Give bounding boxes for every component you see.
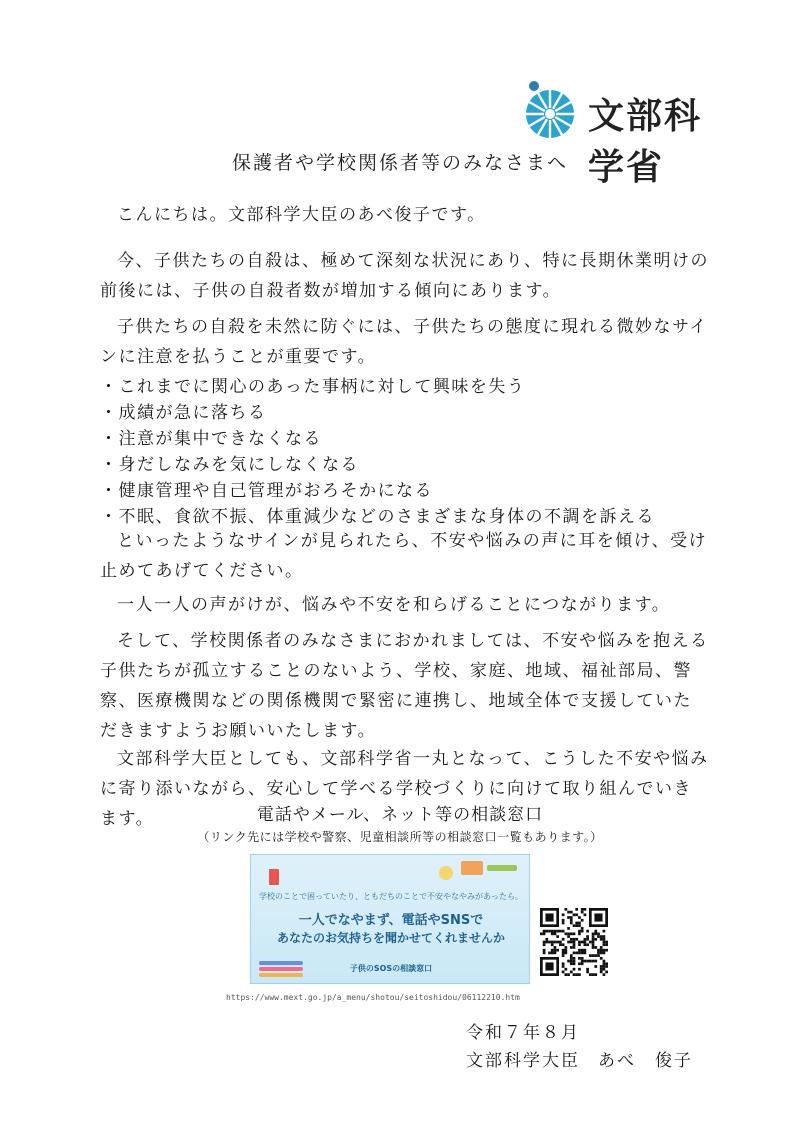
qr-code-icon[interactable] [540, 908, 608, 976]
list-item: ・これまでに関心のあった事柄に対して興味を失う [100, 377, 526, 397]
paragraph-suicide-trend: 今、子供たちの自殺は、極めて深刻な状況にあり、特に長期休業明けの前後には、子供の自殺者数が増加する傾向にあります。 [100, 251, 709, 301]
signature [466, 1046, 711, 1071]
ministry-name: 文部科学省 [588, 96, 703, 188]
list-item: ・身だしなみを気にしなくなる [100, 455, 359, 475]
paragraph-warning-signs: 子供たちの自殺を未然に防ぐには、子供たちの態度に現れる微妙なサインに注意を払うことが重要です。 [100, 317, 708, 367]
paragraph-cooperation: そして、学校関係者のみなさまにおかれましては、不安や悩みを抱える子供たちが孤立することのないよう、学校、家庭、地域、福祉部局、警察、医療機関などの関係機関で緊密に連携し、地域全体で支援していただきますようお願いいたします。 [100, 631, 709, 741]
banner-headline: 一人でなやまず、電話やSNSで [298, 913, 484, 928]
ministry-emblem-icon [520, 78, 584, 142]
letter-date: 令和７年８月 [466, 1023, 580, 1043]
consult-url-link[interactable]: https://www.mext.go.jp/a_menu/shotou/seitoshidou/06112210.htm [226, 993, 520, 1002]
list-item: ・注意が集中できなくなる [100, 429, 322, 449]
paragraph-voice: 一人一人の声がけが、悩みや不安を和らげることにつながります。 [117, 595, 671, 615]
letter-title: 保護者や学校関係者等のみなさまへ [231, 152, 568, 174]
signer-name: あべ 俊子 [598, 1051, 693, 1071]
list-item: ・不眠、食欲不振、体重減少などのさまざまな身体の不調を訴える [100, 507, 655, 527]
ministry-logo [520, 78, 730, 188]
paragraph-listen: といったようなサインが見られたら、不安や悩みの声に耳を傾け、受け止めてあげてください。 [100, 531, 708, 581]
list-item: ・成績が急に落ちる [100, 403, 267, 423]
greeting-paragraph: こんにちは。文部科学大臣のあべ俊子です。 [117, 205, 486, 225]
warning-sign-list [100, 374, 720, 530]
paragraph-commitment: 文部科学大臣としても、文部科学省一丸となって、こうした不安や悩みに寄り添いながら、安心して学べる学校づくりに向けて取り組んでいきます。 [100, 749, 709, 829]
banner-small-text: 学校のことで困っていたり、ともだちのことで不安やなやみがあったら。 [259, 892, 523, 901]
list-item: ・健康管理や自己管理がおろそかになる [100, 481, 433, 501]
consult-heading: 電話やメール、ネット等の相談窓口 [256, 805, 544, 825]
signer-position: 文部科学大臣 [466, 1051, 580, 1071]
banner-subheadline: あなたのお気持ちを聞かせてくれませんか [276, 931, 505, 945]
consult-note: （リンク先には学校や警察、児童相談所等の相談窓口一覧もあります。） [197, 830, 603, 844]
sos-consultation-banner[interactable] [250, 854, 530, 984]
banner-footer: 子供のSOSの相談窓口 [349, 964, 433, 973]
